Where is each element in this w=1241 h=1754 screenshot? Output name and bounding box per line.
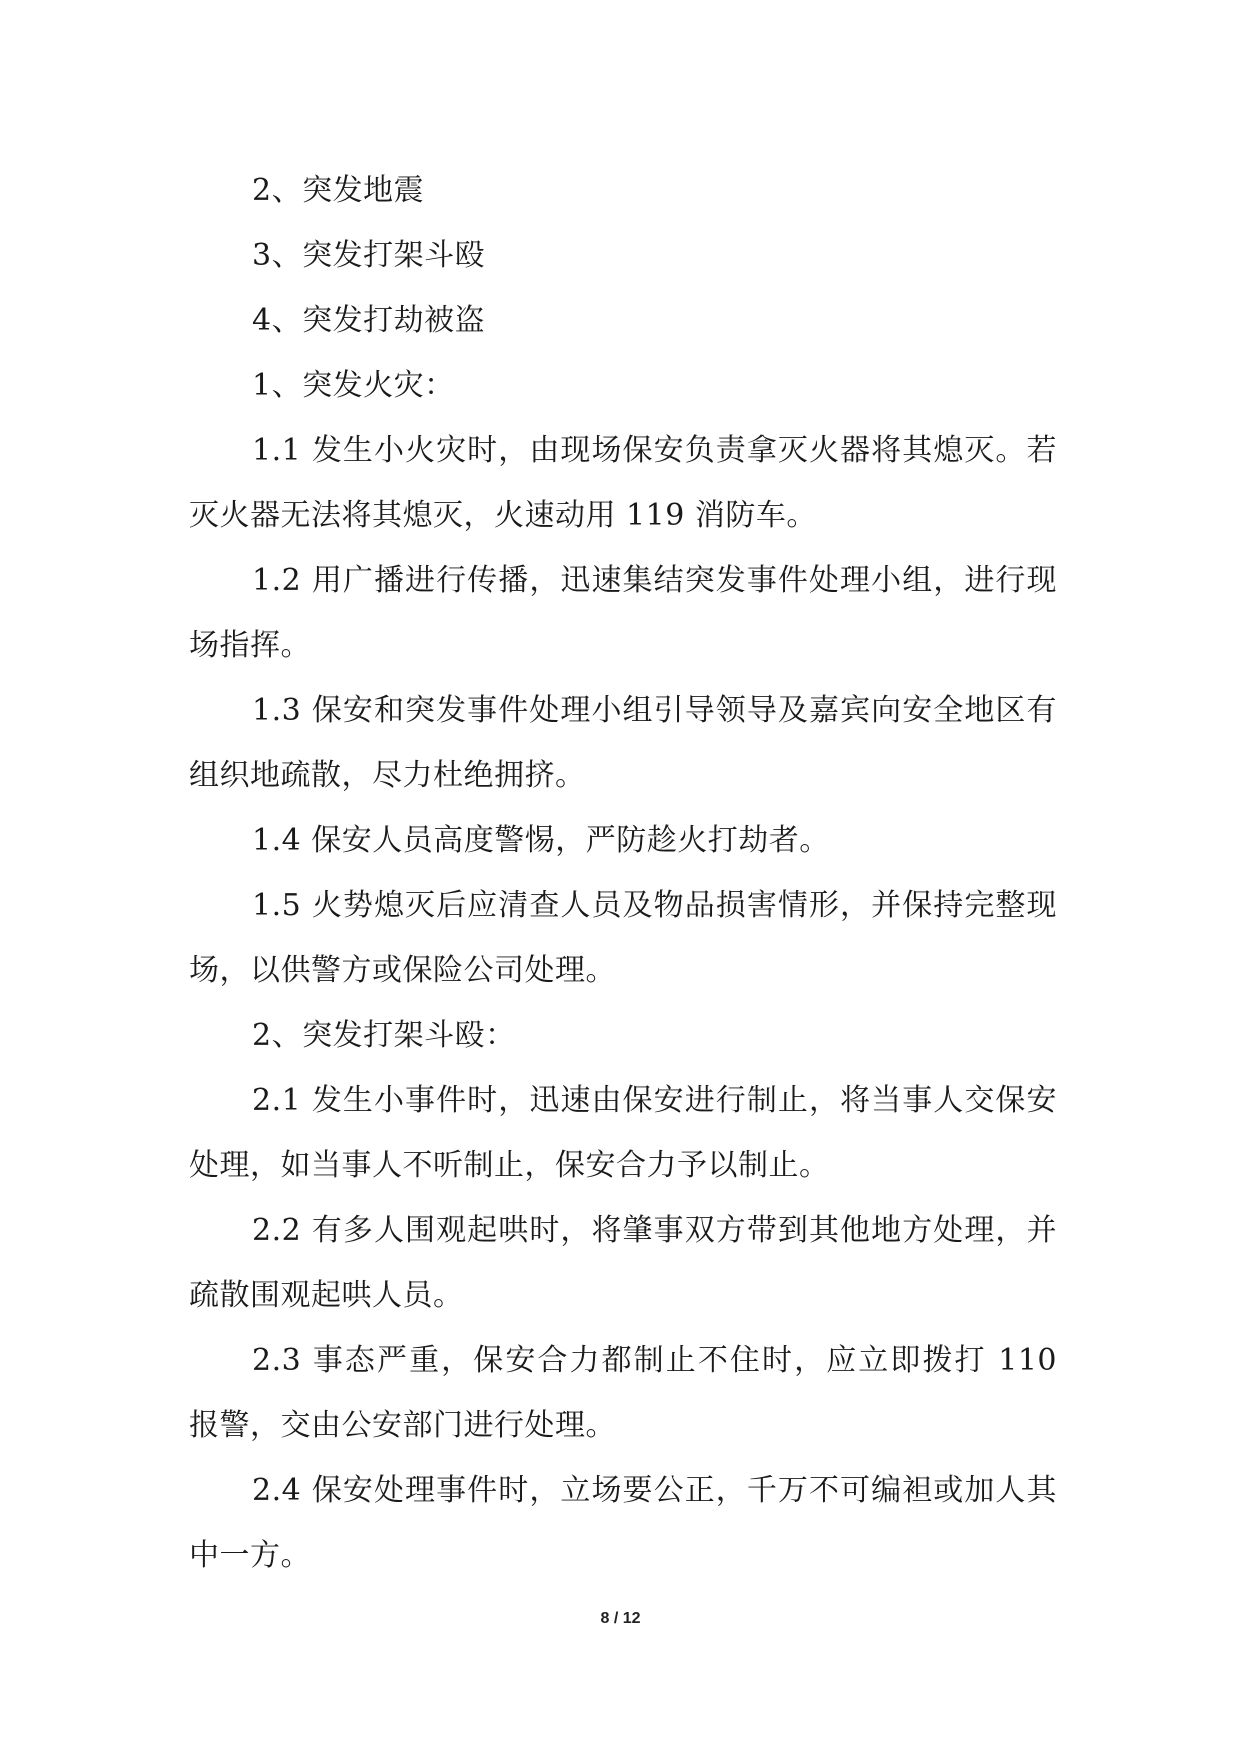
paragraph-fire-1-5: 1.5 火势熄灭后应清查人员及物品损害情形，并保持完整现场，以供警方或保险公司处理。	[189, 888, 1057, 988]
heading-fire: 1、突发火灾：	[252, 368, 455, 403]
paragraph-fire-1-1: 1.1 发生小火灾时，由现场保安负责拿灭火器将其熄灭。若灭火器无法将其熄灭，火速动用 119 消防车。	[189, 433, 1057, 533]
paragraph-fight-2-1: 2.1 发生小事件时，迅速由保安进行制止，将当事人交保安处理，如当事人不听制止，保安合力予以制止。	[189, 1083, 1057, 1183]
heading-fight: 2、突发打架斗殴：	[252, 1018, 516, 1053]
paragraph-fire-1-2: 1.2 用广播进行传播，迅速集结突发事件处理小组，进行现场指挥。	[189, 563, 1057, 663]
page-number: 8 / 12	[600, 1610, 641, 1627]
paragraph-earthquake: 2、突发地震	[252, 173, 425, 208]
paragraph-fire-1-3: 1.3 保安和突发事件处理小组引导领导及嘉宾向安全地区有组织地疏散，尽力杜绝拥挤。	[189, 693, 1057, 793]
paragraph-fight-2-2: 2.2 有多人围观起哄时，将肇事双方带到其他地方处理，并疏散围观起哄人员。	[189, 1213, 1057, 1313]
document-body	[189, 158, 1057, 1588]
paragraph-fight-2-4: 2.4 保安处理事件时，立场要公正，千万不可编袒或加人其中一方。	[189, 1473, 1057, 1573]
paragraph-fire-1-4: 1.4 保安人员高度警惕，严防趁火打劫者。	[252, 823, 830, 858]
paragraph-robbery: 4、突发打劫被盗	[252, 303, 486, 338]
paragraph-fight: 3、突发打架斗殴	[252, 238, 486, 273]
paragraph-fight-2-3: 2.3 事态严重，保安合力都制止不住时，应立即拨打 110 报警，交由公安部门进行处理。	[189, 1343, 1057, 1443]
